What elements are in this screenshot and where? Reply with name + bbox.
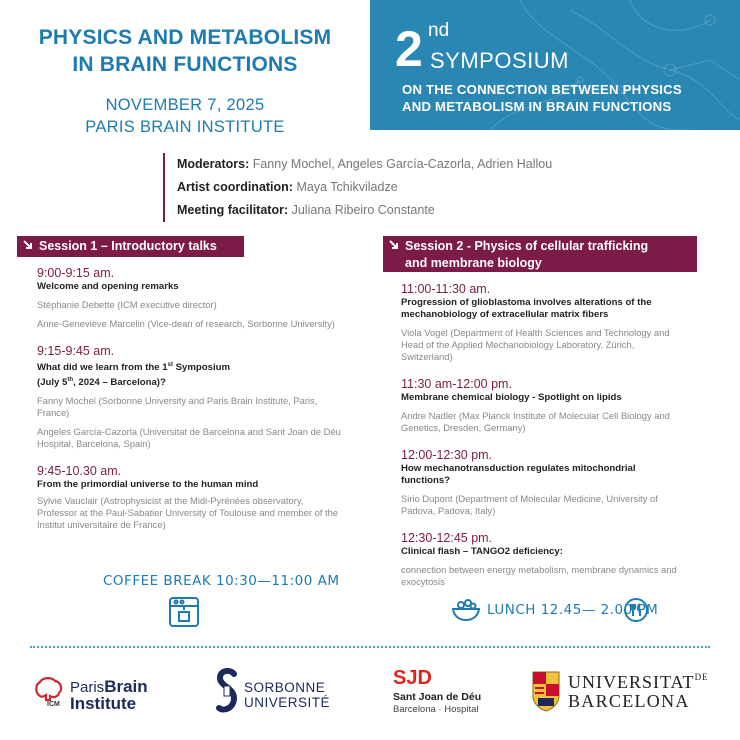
talk-time: 11:00-11:30 am. — [401, 282, 491, 296]
session1-schedule — [37, 265, 342, 531]
talk-item — [401, 376, 686, 434]
sorbonne-s-icon — [216, 668, 238, 716]
moderators-row — [177, 153, 552, 176]
talk-time: 12:00-12:30 pm. — [401, 448, 493, 462]
lunch-label: LUNCH 12.45— 2.00 PM — [487, 602, 659, 618]
arrow-down-right-icon — [23, 240, 33, 250]
talk-title: How mechanotransduction regulates mitochondrial functions? — [401, 463, 636, 486]
talk-speaker: Sirio Dupont (Department of Molecular Medicine, University of Padova, Padova, Italy) — [401, 493, 658, 516]
session2-schedule — [401, 281, 686, 588]
ub-line1: $UNIVERSITAT^{DE}$ — [568, 672, 709, 692]
role-label: Moderators: — [177, 157, 250, 171]
role-label: Meeting facilitator: — [177, 203, 289, 217]
ub-crest-icon — [530, 668, 562, 712]
banner-number: 2 — [395, 21, 423, 77]
talk-title: Clinical flash – TANGO2 deficiency: — [401, 546, 563, 557]
talk-item — [37, 463, 342, 531]
sorbonne-line1: SORBONNE — [244, 680, 326, 695]
talk-time: 9:45-10.30 am. — [37, 464, 122, 479]
talk-speaker: Sylvie Vauclair (Astrophysicist at the Midi-Pyrénées observatory, Professor at the Paul-Sabatier University of Toulouse and member of the Institut universitaire de France) — [37, 495, 339, 531]
talk-time: 12:30-12:45 pm. — [401, 531, 493, 545]
talk-title: Progression of glioblastoma involves alterations of the mechanobiology of extracellular matrix fibers — [401, 297, 652, 320]
sorbonne-universite-logo — [216, 668, 346, 716]
icm-label: ICM — [47, 701, 60, 708]
event-title-line2: IN BRAIN FUNCTIONS — [72, 53, 298, 76]
pbi-line1: ParisBrain — [70, 677, 148, 696]
event-title-block — [0, 24, 370, 138]
universitat-de-barcelona-logo — [530, 668, 710, 714]
talk-speaker: Angeles García-Cazorla (Universitat de Barcelona and Sant Joan de Déu Hospital, Barcelona, Spain) — [37, 426, 341, 450]
talk-title: Welcome and opening remarks — [37, 281, 179, 292]
talk-time: 11:30 am-12:00 pm. — [401, 377, 512, 391]
talk-title: What did we learn from the 1st Symposium (July 5th, 2024 – Barcelona)? — [37, 362, 230, 389]
event-venue: PARIS BRAIN INSTITUTE — [85, 118, 285, 136]
talk-item — [37, 265, 342, 330]
organizers-list — [163, 153, 552, 222]
session2-title-line1: Session 2 - Physics of cellular trafficking — [405, 239, 649, 253]
role-label: Artist coordination: — [177, 180, 293, 194]
role-value: Juliana Ribeiro Constante — [291, 203, 435, 217]
plate-cutlery-icon — [622, 596, 650, 624]
talk-item — [401, 281, 686, 363]
talk-speaker: Stéphanie Debette (ICM executive director) — [37, 299, 217, 310]
sjd-mark: SJD — [393, 667, 432, 689]
role-value: Maya Tchikviladze — [296, 180, 398, 194]
talk-item — [401, 447, 686, 517]
symposium-banner — [370, 0, 740, 130]
talk-speaker: Anne-Geneviève Marcelin (Vice-dean of research, Sorbonne University) — [37, 318, 335, 329]
talk-speaker: Andre Nadler (Max Planck Institute of Molecular Cell Biology and Genetics, Dresden, Germany) — [401, 410, 670, 433]
banner-subtitle-line2: AND METABOLISM IN BRAIN FUNCTIONS — [402, 99, 672, 114]
brain-logo-icon — [34, 676, 64, 704]
talk-speaker: Viola Vogel (Department of Health Sciences and Technology and Head of the Applied Mechanobiology Laboratory, Zürich, Switzerland) — [401, 327, 670, 362]
banner-ordinal: nd — [428, 20, 450, 41]
coffee-break-label: COFFEE BREAK 10:30—11:00 AM — [103, 573, 340, 589]
banner-subtitle-line1: ON THE CONNECTION BETWEEN PHYSICS — [402, 82, 682, 97]
session2-title-line2: and membrane biology — [405, 256, 542, 270]
pbi-line2: Institute — [70, 694, 137, 713]
talk-time: 9:15-9:45 am. — [37, 344, 115, 358]
talk-title: From the primordial universe to the human mind — [37, 479, 259, 491]
sorbonne-line2: UNIVERSITÉ — [244, 695, 331, 710]
sjd-line2: Barcelona · Hospital — [393, 704, 479, 715]
talk-item — [37, 343, 342, 450]
ub-line2: BARCELONA — [568, 691, 690, 711]
talk-time: 9:00-9:15 am. — [37, 266, 115, 280]
talk-title: Membrane chemical biology - Spotlight on lipids — [401, 392, 622, 403]
session1-title: Session 1 – Introductory talks — [39, 239, 217, 253]
banner-word: SYMPOSIUM — [430, 48, 569, 73]
event-date: NOVEMBER 7, 2025 — [105, 96, 265, 114]
talk-speaker: Fanny Mochel (Sorbonne University and Paris Brain Institute, Paris, France) — [37, 395, 318, 419]
paris-brain-institute-logo — [34, 674, 164, 714]
session1-header — [17, 236, 244, 257]
meeting-facilitator-row — [177, 199, 552, 222]
talk-item — [401, 530, 686, 588]
event-title-line1: PHYSICS AND METABOLISM — [38, 26, 332, 49]
talk-speaker: connection between energy metabolism, membrane dynamics and exocytosis — [401, 564, 677, 587]
sjd-line1: Sant Joan de Déu — [393, 691, 482, 703]
role-value: Fanny Mochel, Angeles García-Cazorla, Adrien Hallou — [252, 157, 553, 171]
artist-coordination-row — [177, 176, 552, 199]
arrow-down-right-icon — [389, 240, 399, 250]
session2-header — [383, 236, 697, 272]
logo-divider — [30, 646, 710, 648]
sant-joan-de-deu-logo — [393, 667, 493, 717]
coffee-machine-icon — [167, 595, 201, 629]
salad-bowl-icon — [451, 598, 481, 622]
